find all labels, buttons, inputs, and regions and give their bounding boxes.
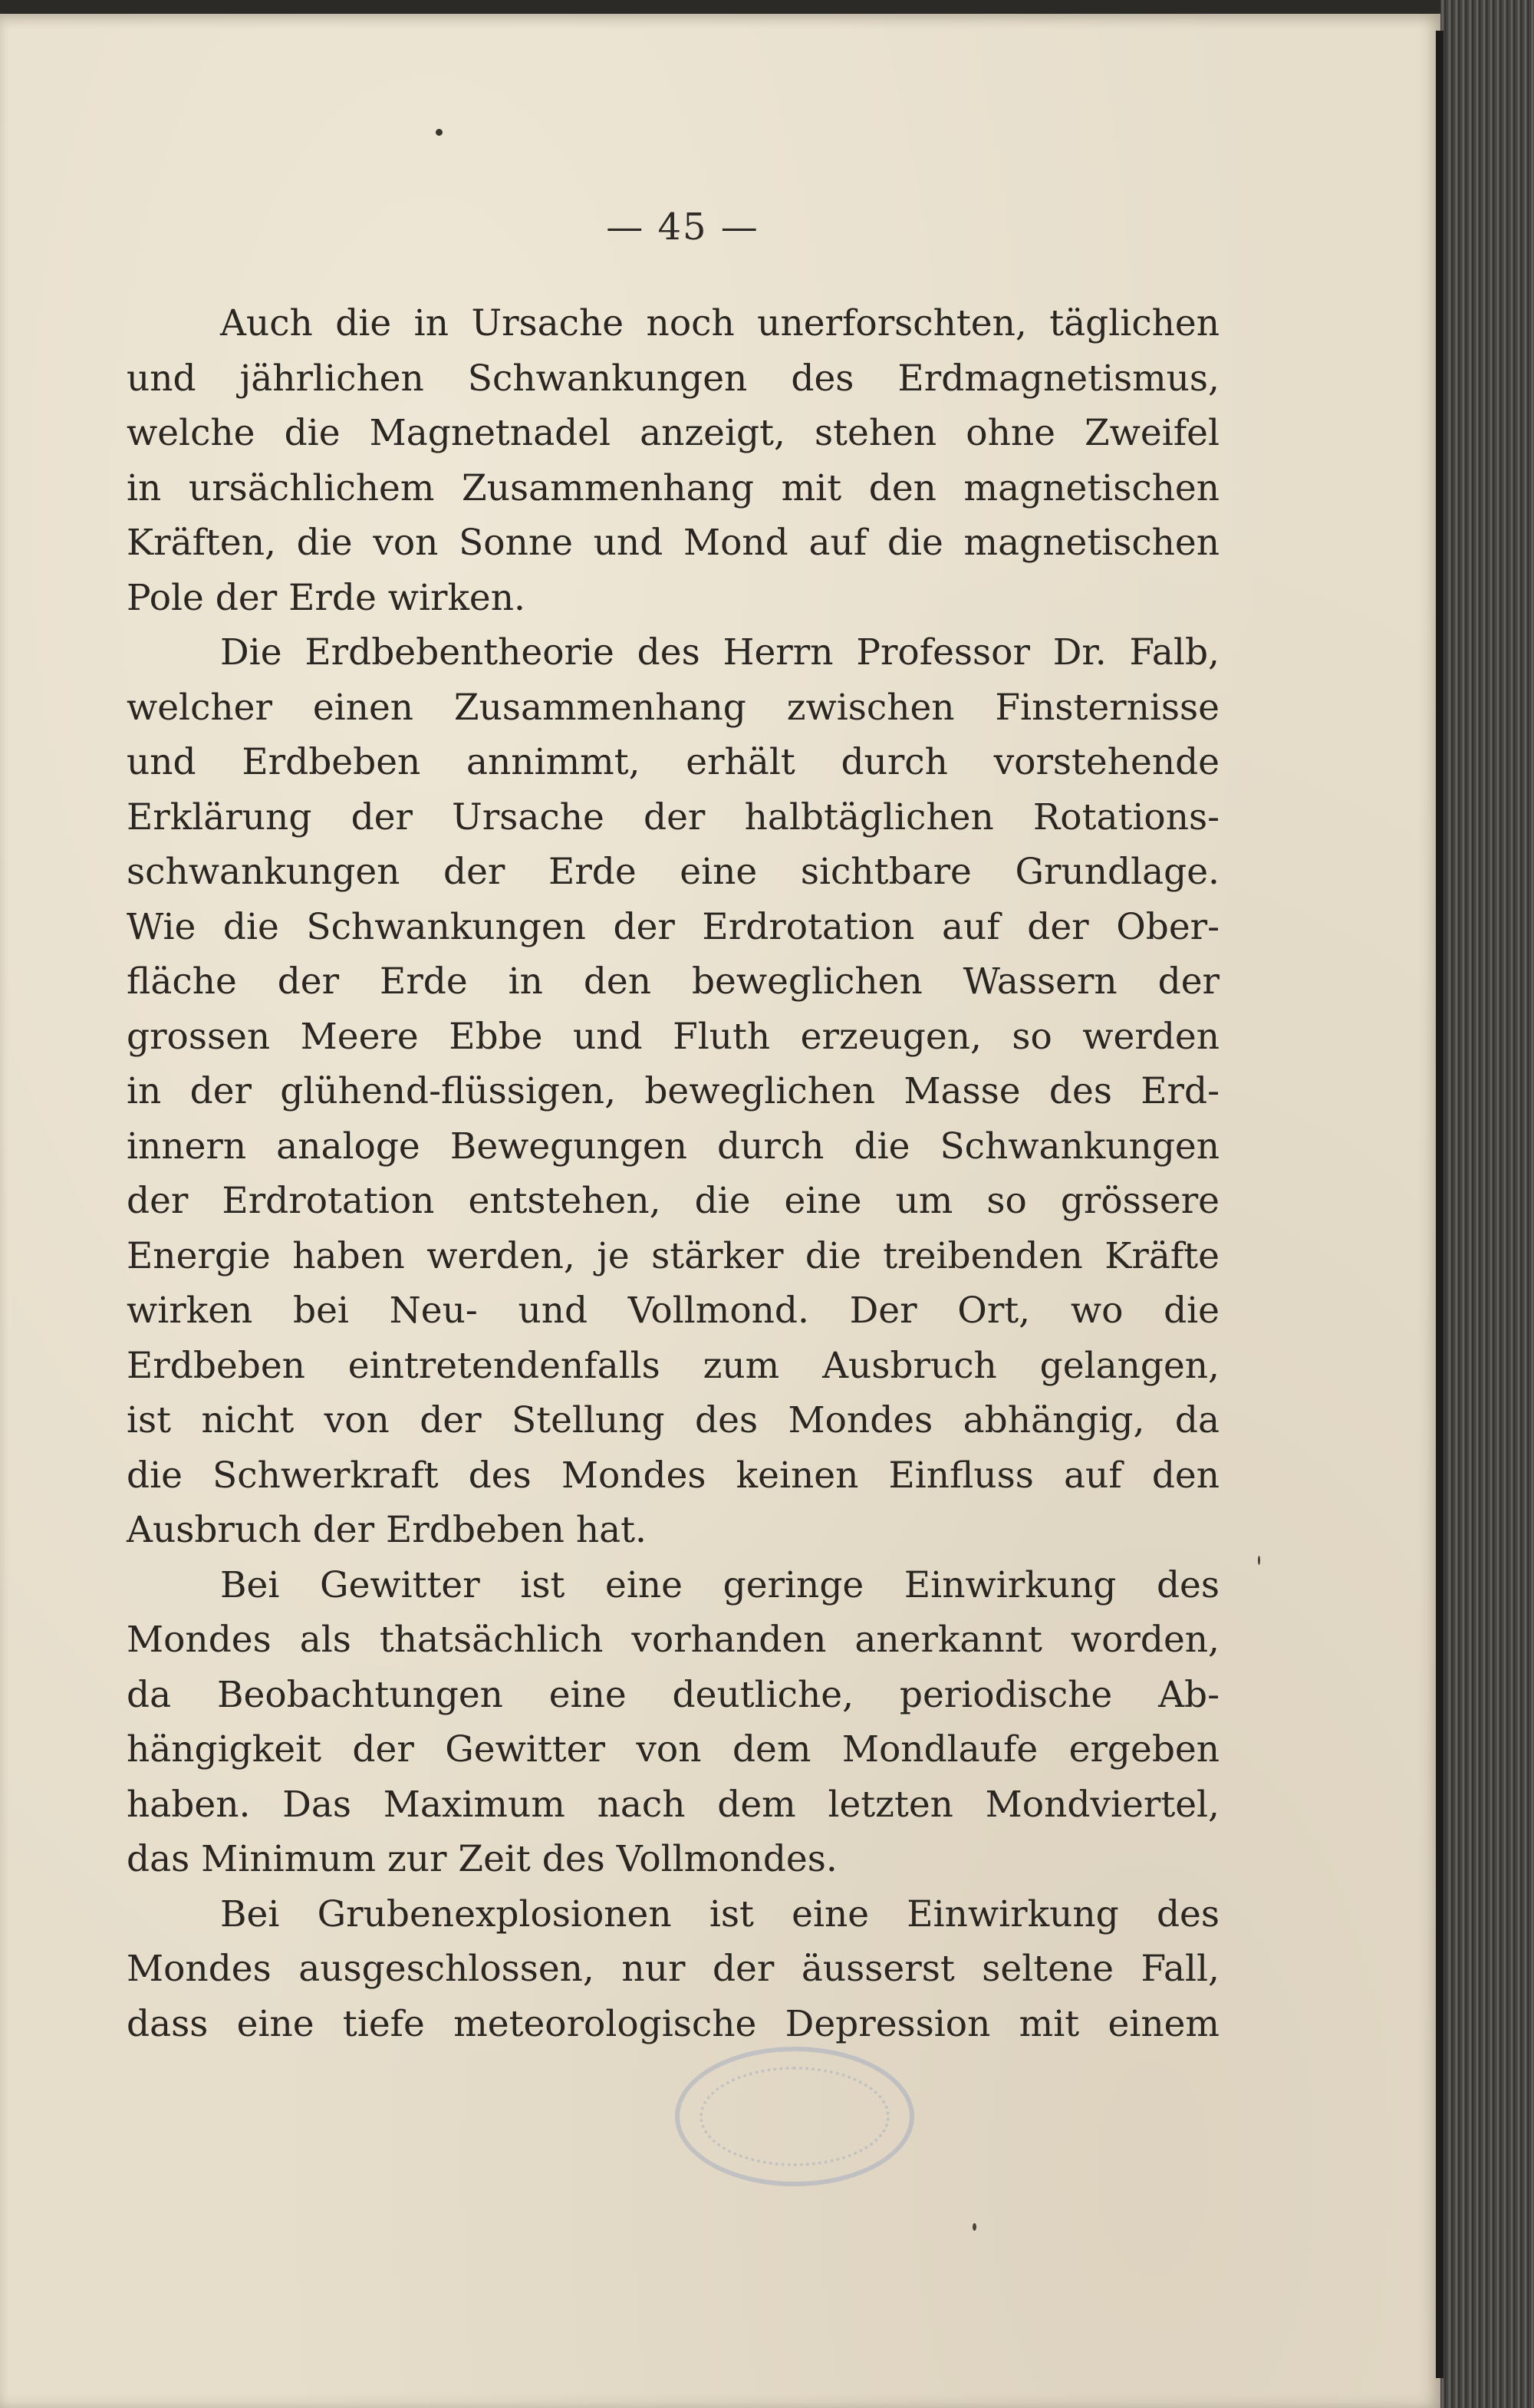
text-line: hängigkeit der Gewitter von dem Mondlaufe ergeben <box>127 1728 1220 1771</box>
text-line: Energie haben werden, je stärker die treibenden Kräfte <box>127 1234 1220 1277</box>
paper-speck <box>973 2223 976 2231</box>
text-line: schwankungen der Erde eine sichtbare Grundlage. <box>127 851 1220 893</box>
text-line: dass eine tiefe meteorologische Depression mit einem <box>127 2002 1220 2045</box>
text-line: Pole der Erde wirken. <box>127 576 525 619</box>
text-line: da Beobachtungen eine deutliche, periodische Ab- <box>127 1673 1220 1716</box>
book-page <box>0 14 1440 2408</box>
text-line: Wie die Schwankungen der Erdrotation auf der Ober- <box>127 905 1220 948</box>
text-line: Bei Gewitter ist eine geringe Einwirkung des <box>220 1563 1220 1606</box>
text-line: haben. Das Maximum nach dem letzten Mondviertel, <box>127 1783 1220 1826</box>
text-line: in der glühend-flüssigen, beweglichen Masse des Erd- <box>127 1070 1220 1112</box>
text-line: wirken bei Neu- und Vollmond. Der Ort, wo die <box>127 1290 1220 1332</box>
text-line: Kräften, die von Sonne und Mond auf die magnetischen <box>127 522 1220 564</box>
text-line: die Schwerkraft des Mondes keinen Einfluss auf den <box>127 1454 1220 1497</box>
text-line: Erdbeben eintretendenfalls zum Ausbruch gelangen, <box>127 1344 1220 1387</box>
page-edge-shadow <box>1436 31 1443 2378</box>
text-line: und jährlichen Schwankungen des Erdmagnetismus, <box>127 357 1220 400</box>
text-line: welche die Magnetnadel anzeigt, stehen ohne Zweifel <box>127 412 1220 454</box>
text-line: der Erdrotation entstehen, die eine um so grössere <box>127 1180 1220 1222</box>
text-line: Bei Grubenexplosionen ist eine Einwirkung des <box>220 1892 1220 1935</box>
text-line: Die Erdbebentheorie des Herrn Professor Dr. Falb, <box>220 631 1220 674</box>
text-line: welcher einen Zusammenhang zwischen Finsternisse <box>127 686 1220 729</box>
text-line: und Erdbeben annimmt, erhält durch vorstehende <box>127 741 1220 783</box>
text-line: innern analoge Bewegungen durch die Schwankungen <box>127 1125 1220 1168</box>
text-line: Auch die in Ursache noch unerforschten, täglichen <box>220 302 1220 344</box>
text-line: fläche der Erde in den beweglichen Wassern der <box>127 960 1220 1003</box>
text-line: in ursächlichem Zusammenhang mit den magnetischen <box>127 466 1220 509</box>
text-line: Ausbruch der Erdbeben hat. <box>127 1509 647 1551</box>
text-line: ist nicht von der Stellung des Mondes abhängig, da <box>127 1399 1220 1441</box>
text-line: Mondes als thatsächlich vorhanden anerkannt worden, <box>127 1619 1220 1661</box>
ink-dot <box>436 129 443 136</box>
text-line: Erklärung der Ursache der halbtäglichen Rotations- <box>127 796 1220 838</box>
body-text <box>127 296 1220 2051</box>
page-number: — 45 — <box>606 206 759 249</box>
text-line: das Minimum zur Zeit des Vollmondes. <box>127 1838 838 1880</box>
text-line: Mondes ausgeschlossen, nur der äusserst seltene Fall, <box>127 1948 1220 1990</box>
paper-speck <box>1258 1556 1260 1565</box>
library-stamp <box>675 2047 914 2186</box>
text-line: grossen Meere Ebbe und Fluth erzeugen, so werden <box>127 1015 1220 1058</box>
book-spine <box>1440 0 1534 2408</box>
